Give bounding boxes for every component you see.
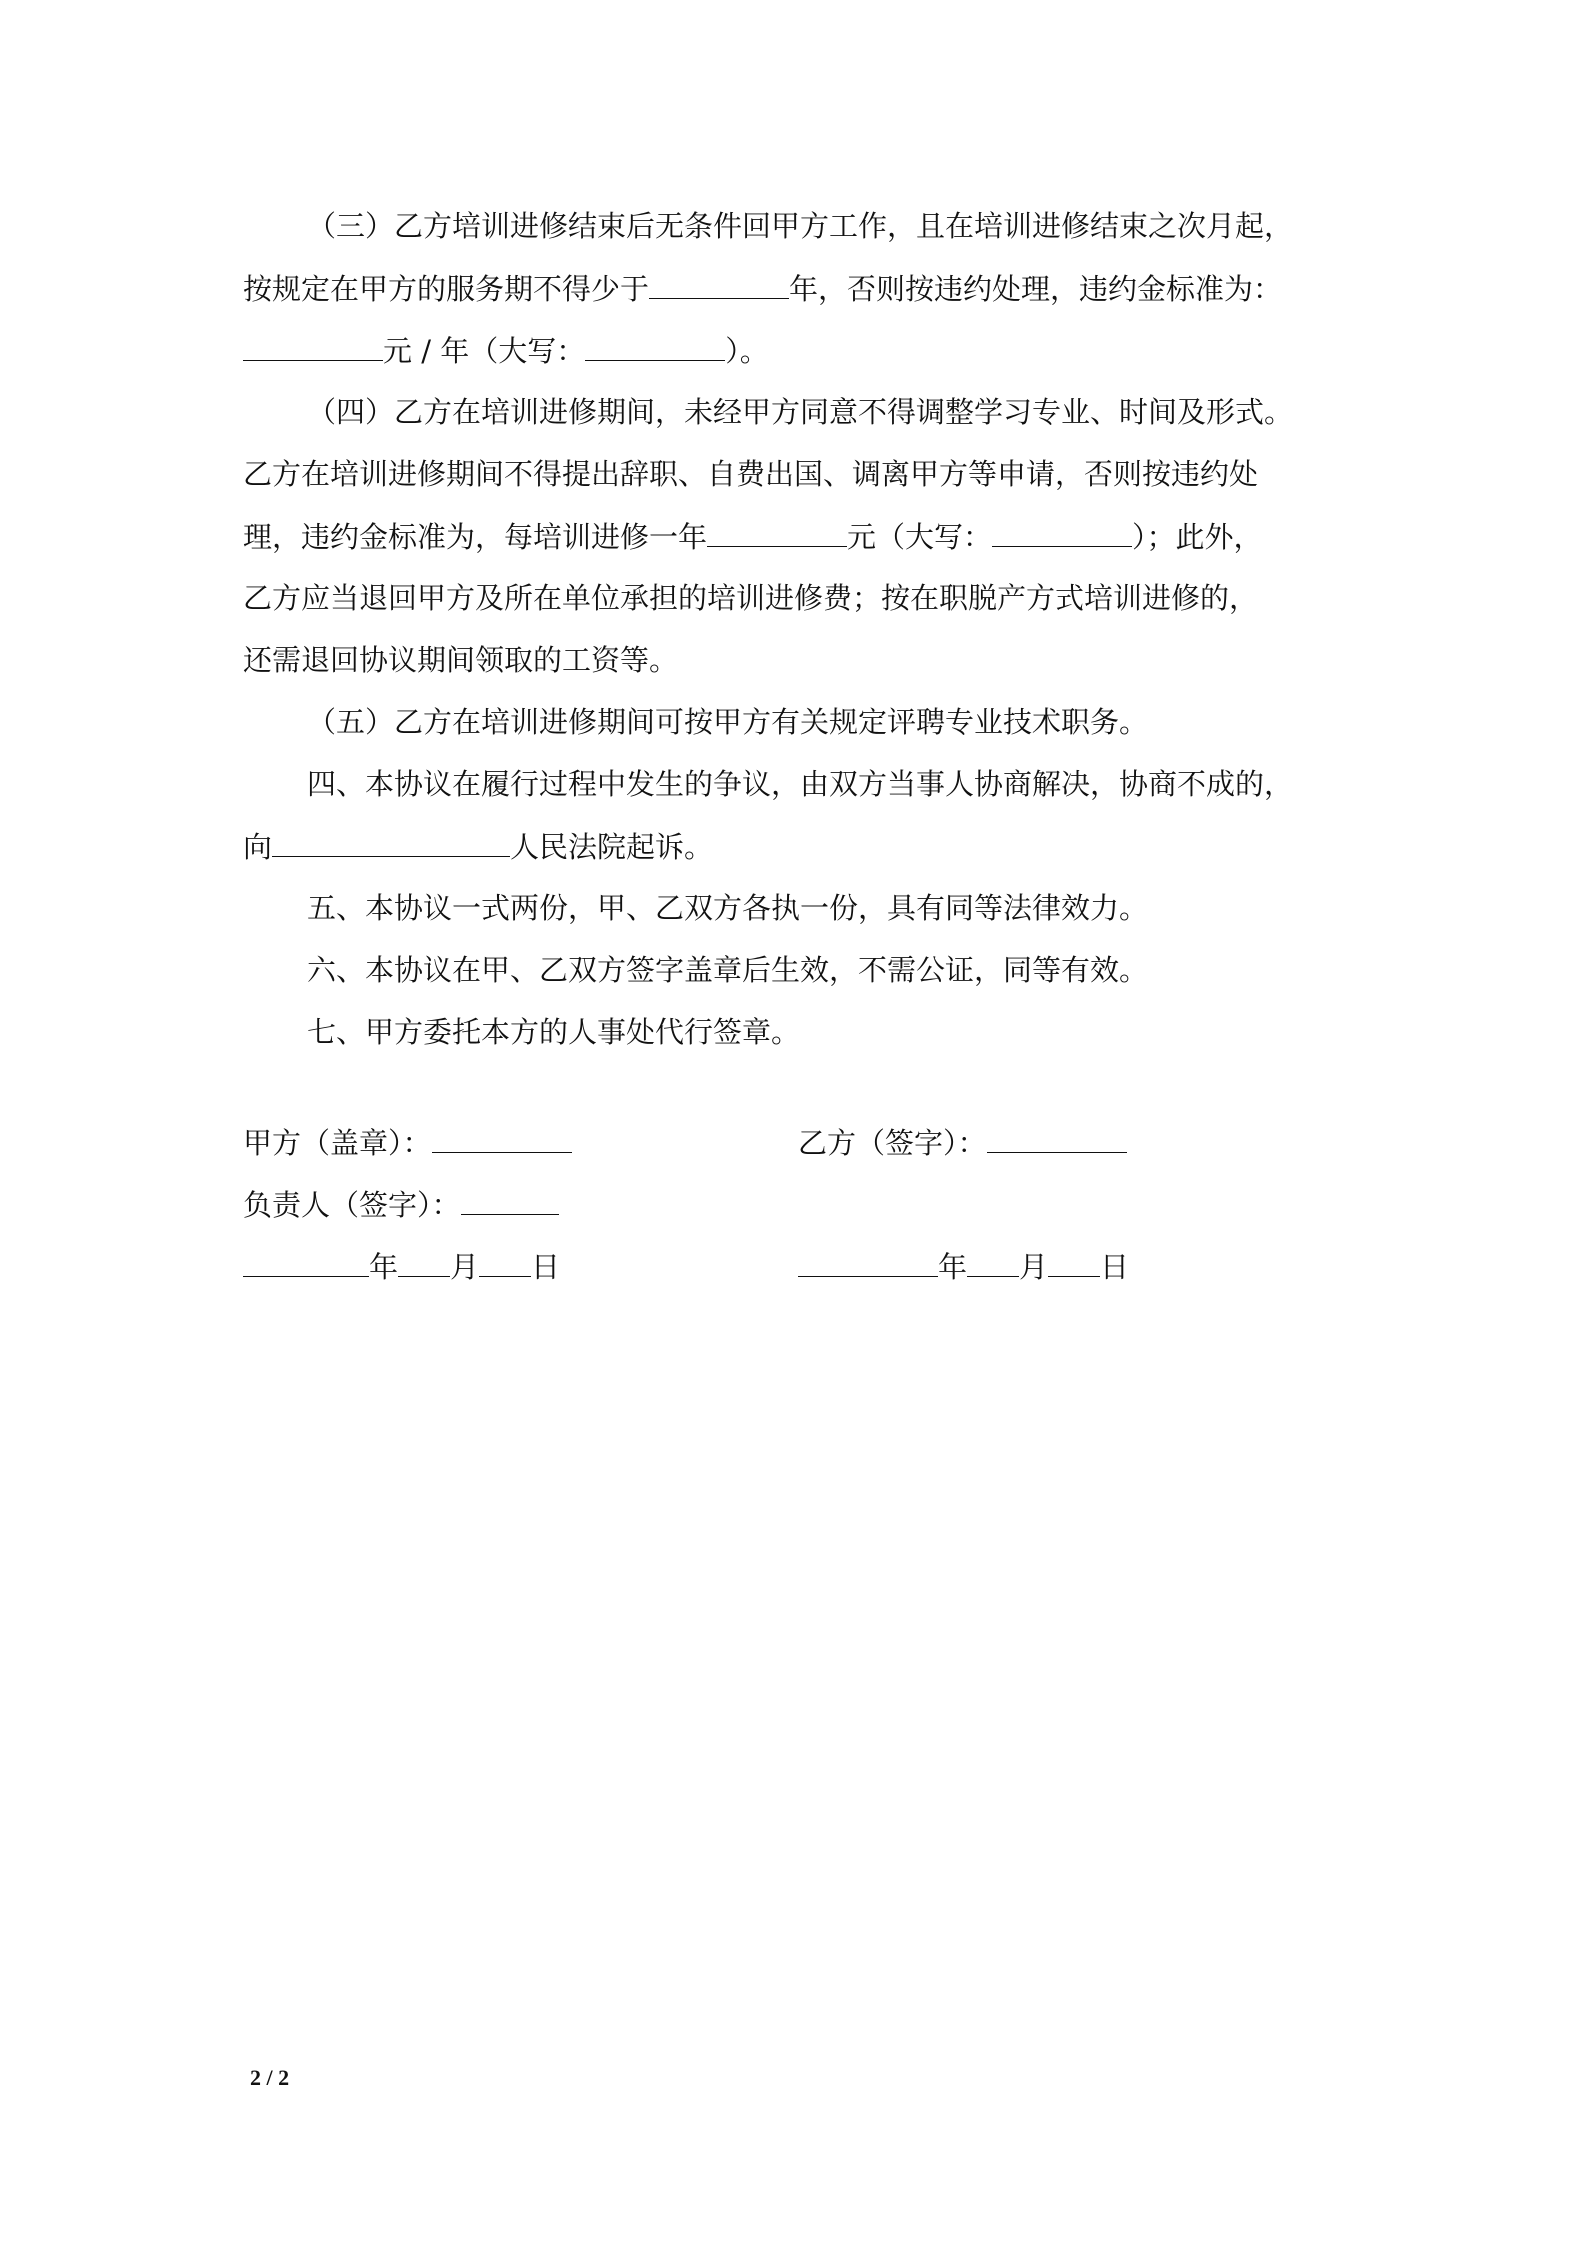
party-b-day-blank[interactable] bbox=[1048, 1246, 1100, 1277]
article-7-line bbox=[307, 1012, 800, 1052]
party-a-month-blank[interactable] bbox=[398, 1246, 450, 1277]
clause-4-line-2 bbox=[243, 454, 1258, 494]
article-6-text: 六、本协议在甲、乙双方签字盖章后生效，不需公证，同等有效。 bbox=[307, 953, 1149, 987]
article-4-text-1: 四、本协议在履行过程中发生的争议，由双方当事人协商解决，协商不成的， bbox=[307, 767, 1294, 801]
article-4-text-2b: 人民法院起诉。 bbox=[510, 830, 714, 864]
article-4-line-2 bbox=[243, 826, 713, 867]
clause-4-text-2: 乙方在培训进修期间不得提出辞职、自费出国、调离甲方等申请，否则按违约处 bbox=[243, 457, 1259, 491]
party-b-year-label: 年 bbox=[938, 1250, 968, 1284]
article-4-text-2a: 向 bbox=[243, 830, 273, 864]
clause-4-line-4 bbox=[243, 578, 1258, 618]
article-6-line bbox=[307, 950, 1148, 990]
party-b-signature-blank[interactable] bbox=[987, 1122, 1127, 1153]
article-5-line bbox=[307, 888, 1148, 928]
article-5-text: 五、本协议一式两份，甲、乙双方各执一份，具有同等法律效力。 bbox=[307, 891, 1149, 925]
clause-4-text-5: 还需退回协议期间领取的工资等。 bbox=[243, 643, 679, 677]
article-4-line-1 bbox=[307, 764, 1293, 804]
clause-4-text-3c: ）；此外， bbox=[1132, 520, 1263, 554]
clause-3-text-3b: ）。 bbox=[725, 334, 769, 368]
penalty-amount-blank[interactable] bbox=[243, 330, 383, 361]
party-a-year-blank[interactable] bbox=[243, 1246, 369, 1277]
clause-3-text-1: （三）乙方培训进修结束后无条件回甲方工作，且在培训进修结束之次月起， bbox=[307, 209, 1294, 243]
party-b-label: 乙方（签字）： bbox=[798, 1126, 987, 1160]
party-b-date-row bbox=[798, 1246, 1129, 1287]
party-a-day-label: 日 bbox=[531, 1250, 561, 1284]
clause-4-text-3a: 理，违约金标准为，每培训进修一年 bbox=[243, 520, 708, 554]
party-b-month-blank[interactable] bbox=[967, 1246, 1019, 1277]
clause-4-line-3 bbox=[243, 516, 1263, 557]
clause-3-text-2b: 年，否则按违约处理，违约金标准为： bbox=[789, 272, 1283, 306]
party-a-date-row bbox=[243, 1246, 560, 1287]
clause-4-text-3b: 元（大写： bbox=[847, 520, 993, 554]
court-name-blank[interactable] bbox=[272, 826, 510, 857]
party-a-seal-row bbox=[243, 1122, 572, 1163]
penalty-amount-uppercase-blank[interactable] bbox=[585, 330, 725, 361]
clause-5-text: （五）乙方在培训进修期间可按甲方有关规定评聘专业技术职务。 bbox=[307, 705, 1149, 739]
clause-4-line-1 bbox=[307, 392, 1293, 432]
clause-3-text-2a: 按规定在甲方的服务期不得少于 bbox=[243, 272, 650, 306]
clause-4-line-5 bbox=[243, 640, 678, 680]
party-b-signature-row bbox=[798, 1122, 1127, 1163]
responsible-label: 负责人（签字）： bbox=[243, 1188, 461, 1222]
party-a-label: 甲方（盖章）： bbox=[243, 1126, 432, 1160]
responsible-person-row bbox=[243, 1184, 559, 1225]
clause-5-line bbox=[307, 702, 1148, 742]
clause-3-line-2 bbox=[243, 268, 1282, 309]
service-years-blank[interactable] bbox=[649, 268, 789, 299]
clause-4-text-4: 乙方应当退回甲方及所在单位承担的培训进修费；按在职脱产方式培训进修的， bbox=[243, 581, 1259, 615]
clause-3-text-3a: 元 / 年（大写： bbox=[383, 334, 586, 368]
party-a-month-label: 月 bbox=[450, 1250, 480, 1284]
party-a-year-label: 年 bbox=[369, 1250, 399, 1284]
page-number: 2 / 2 bbox=[250, 2065, 290, 2090]
yearly-penalty-uppercase-blank[interactable] bbox=[992, 516, 1132, 547]
party-b-year-blank[interactable] bbox=[798, 1246, 938, 1277]
clause-3-line-3 bbox=[243, 330, 769, 371]
party-a-seal-blank[interactable] bbox=[432, 1122, 572, 1153]
clause-3-line-1 bbox=[307, 206, 1293, 246]
party-b-month-label: 月 bbox=[1019, 1250, 1049, 1284]
responsible-signature-blank[interactable] bbox=[461, 1184, 559, 1215]
clause-4-text-1: （四）乙方在培训进修期间，未经甲方同意不得调整学习专业、时间及形式。 bbox=[307, 395, 1294, 429]
yearly-penalty-blank[interactable] bbox=[707, 516, 847, 547]
party-a-day-blank[interactable] bbox=[479, 1246, 531, 1277]
party-b-day-label: 日 bbox=[1100, 1250, 1130, 1284]
article-7-text: 七、甲方委托本方的人事处代行签章。 bbox=[307, 1015, 801, 1049]
